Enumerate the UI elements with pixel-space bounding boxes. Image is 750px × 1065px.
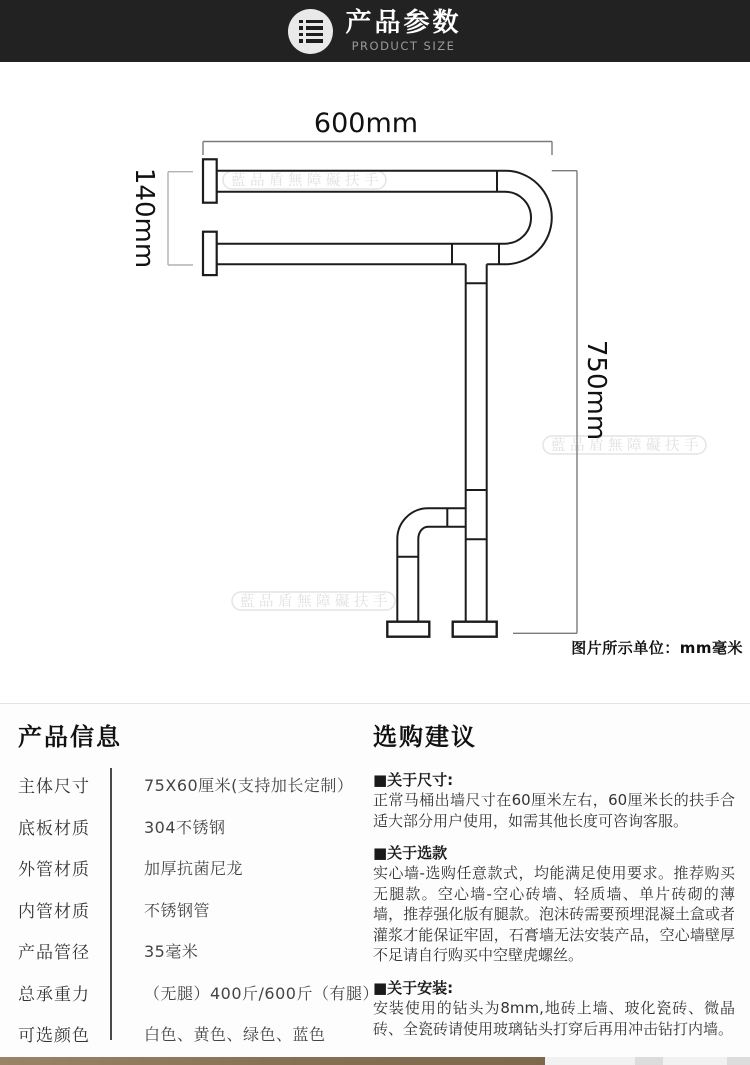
advice-block-install xyxy=(373,978,735,1039)
section-header xyxy=(0,0,750,62)
svg-text:藍品盾無障礙扶手: 藍品盾無障礙扶手 xyxy=(231,173,383,189)
dimension-right-height-label: 750mm xyxy=(581,339,611,441)
dimension-right-height xyxy=(513,171,611,634)
spec-row xyxy=(0,806,370,848)
spec-label: 总承重力 xyxy=(18,984,90,1005)
next-section-preview xyxy=(0,1057,750,1065)
section-subtitle: PRODUCT SIZE xyxy=(351,39,456,53)
floor-foot-left xyxy=(387,622,429,637)
advice-block-model xyxy=(373,843,735,966)
spec-row xyxy=(0,764,370,806)
unit-note: 图片所示单位：mm毫米 xyxy=(571,639,743,657)
watermark-bottom xyxy=(232,592,395,610)
advice-heading: ■关于选款 xyxy=(373,844,448,862)
watermark-middle xyxy=(543,436,706,454)
spec-label: 可选颜色 xyxy=(18,1026,90,1047)
watermark-top xyxy=(223,171,386,189)
spec-row xyxy=(0,972,379,1014)
header-icon-circle xyxy=(288,9,333,54)
spec-label: 主体尺寸 xyxy=(18,777,90,798)
preview-block xyxy=(635,1057,663,1065)
spec-value: 不锈钢管 xyxy=(144,900,211,920)
spec-row xyxy=(0,847,370,889)
spec-table xyxy=(0,764,379,1055)
product-info-panel xyxy=(0,704,379,1058)
advice-body: 安装使用的钻头为8mm,地砖上墙、玻化瓷砖、微晶砖、全瓷砖请使用玻璃钻头打穿后再用冲击钻打内墙。 xyxy=(373,999,735,1038)
svg-text:藍品盾無障礙扶手: 藍品盾無障礙扶手 xyxy=(551,438,703,454)
spec-label: 内管材质 xyxy=(18,901,90,922)
advice-heading: ■关于安装: xyxy=(373,979,454,997)
advice-title: 选购建议 xyxy=(373,723,477,751)
dimension-width-label: 600mm xyxy=(313,108,419,139)
grab-bar-outline xyxy=(203,159,552,636)
preview-block xyxy=(727,1057,750,1065)
info-section xyxy=(0,703,750,1057)
product-info-title: 产品信息 xyxy=(18,723,122,751)
spec-row xyxy=(0,1013,370,1055)
spec-value: 加厚抗菌尼龙 xyxy=(144,859,244,879)
wall-flange-bottom xyxy=(203,232,217,275)
spec-value: （无腿）400斤/600斤（有腿） xyxy=(144,983,379,1003)
advice-body: 正常马桶出墙尺寸在60厘米左右，60厘米长的扶手合适大部分用户使用，如需其他长度可咨询客服。 xyxy=(373,791,735,830)
advice-body: 实心墙-选购任意款式，均能满足使用要求。推荐购买无腿款。空心墙-空心砖墙、轻质墙、单片砖砌的薄墙，推荐强化版有腿款。泡沫砖需要预埋混凝土盒或者灌浆才能保证牢固，石膏墙无法安装产品，空心墙壁厚不足请自行购买中空壁虎螺丝。 xyxy=(373,864,735,964)
advice-heading: ■关于尺寸: xyxy=(373,771,454,789)
dimension-left-height xyxy=(129,168,193,268)
svg-text:藍品盾無障礙扶手: 藍品盾無障礙扶手 xyxy=(240,594,392,610)
spec-value: 304不锈钢 xyxy=(144,817,226,837)
spec-label: 产品管径 xyxy=(18,943,90,964)
grab-bar-technical-drawing xyxy=(0,62,750,703)
list-icon xyxy=(299,20,323,43)
wood-texture-strip xyxy=(0,1057,545,1065)
advice-panel xyxy=(373,704,737,1058)
wall-flange-top xyxy=(203,159,217,202)
section-title: 产品参数 xyxy=(345,8,462,38)
advice-block-size xyxy=(373,770,735,831)
spec-label: 外管材质 xyxy=(18,860,90,881)
spec-label: 底板材质 xyxy=(18,818,90,839)
dimension-width xyxy=(203,108,552,155)
floor-foot-right xyxy=(453,622,497,637)
spec-value: 75X60厘米(支持加长定制） xyxy=(144,776,354,796)
dimension-left-height-label: 140mm xyxy=(129,167,159,269)
spec-value: 35毫米 xyxy=(144,942,199,962)
spec-value: 白色、黄色、绿色、蓝色 xyxy=(144,1025,326,1045)
spec-row xyxy=(0,889,370,931)
spec-row xyxy=(0,930,370,972)
diagram-area xyxy=(0,62,750,703)
